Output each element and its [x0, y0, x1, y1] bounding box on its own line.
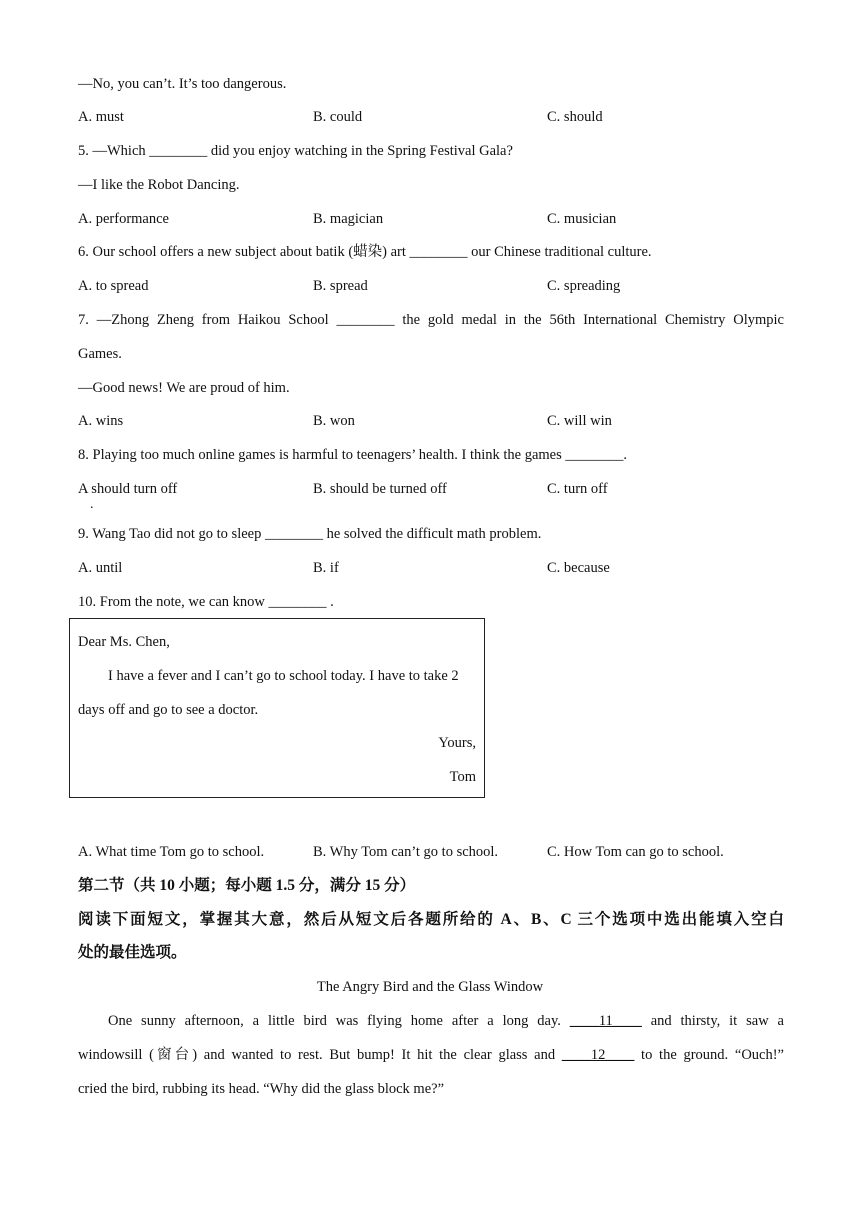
q8-option-a-dot: .: [90, 497, 94, 512]
blank-12: ____12____: [561, 1047, 635, 1063]
q8-option-c: C. turn off: [547, 481, 608, 497]
q10-option-c: C. How Tom can go to school.: [547, 844, 724, 860]
q5-option-a: A. performance: [78, 211, 169, 227]
section-instruction-line1: 阅读下面短文，掌握其大意，然后从短文后各题所给的 A、B、C 三个选项中选出能填入空白: [78, 911, 784, 928]
q8-option-b: B. should be turned off: [313, 481, 447, 497]
q6-option-a: A. to spread: [78, 278, 149, 294]
q10-option-b: B. Why Tom can’t go to school.: [313, 844, 499, 860]
q4-option-b: B. could: [313, 109, 363, 125]
q7-option-c: C. will win: [547, 413, 612, 429]
q9-option-c: C. because: [547, 560, 610, 576]
q5-option-c: C. musician: [547, 211, 617, 227]
note-greeting: Dear Ms. Chen,: [78, 634, 170, 650]
q7-question: 7. —Zhong Zheng from Haikou School ________ the gold medal in the 56th International Chemistry Olympic: [78, 312, 784, 328]
q5-question: 5. —Which ________ did you enjoy watching in the Spring Festival Gala?: [78, 143, 513, 159]
note-closing: Yours,: [438, 735, 476, 751]
q5-reply: —I like the Robot Dancing.: [78, 177, 240, 193]
q4-reply: —No, you can’t. It’s too dangerous.: [78, 76, 287, 92]
q7-option-b: B. won: [313, 413, 355, 429]
passage-line1-text-b: and thirsty, it saw a: [650, 1013, 784, 1029]
q6-question: 6. Our school offers a new subject about batik (蜡染) art ________ our Chinese traditional culture.: [78, 244, 652, 260]
q10-option-a: A. What time Tom go to school.: [78, 844, 265, 860]
passage-line2-text-a: windowsill (窗台) and wanted to rest. But bump! It hit the clear glass and: [78, 1047, 556, 1063]
passage-line1: [108, 1011, 784, 1031]
note-signature: Tom: [449, 769, 476, 785]
q9-option-b: B. if: [313, 560, 339, 576]
note-body-line1: I have a fever and I can’t go to school today. I have to take 2: [108, 668, 459, 684]
note-body-line2: days off and go to see a doctor.: [78, 702, 259, 718]
q9-question: 9. Wang Tao did not go to sleep ________ he solved the difficult math problem.: [78, 526, 542, 542]
q9-option-a: A. until: [78, 560, 123, 576]
q8-option-a: A should turn off: [78, 481, 178, 497]
q7-question-cont: Games.: [78, 346, 122, 362]
section-instruction-line2: 处的最佳选项。: [78, 944, 187, 961]
blank-11: ____11____: [569, 1013, 642, 1029]
note-box: [69, 618, 485, 798]
q6-option-c: C. spreading: [547, 278, 621, 294]
q7-option-a: A. wins: [78, 413, 124, 429]
passage-line2-text-b: to the ground. “Ouch!”: [641, 1047, 784, 1063]
q5-option-b: B. magician: [313, 211, 384, 227]
q8-question: 8. Playing too much online games is harmful to teenagers’ health. I think the games ________.: [78, 447, 628, 463]
passage-line1-text-a: One sunny afternoon, a little bird was flying home after a long day.: [108, 1013, 561, 1029]
q6-option-b: B. spread: [313, 278, 368, 294]
passage-line3: cried the bird, rubbing its head. “Why did the glass block me?”: [78, 1081, 445, 1097]
q4-option-a: A. must: [78, 109, 124, 125]
section-heading: 第二节（共 10 小题；每小题 1.5 分，满分 15 分）: [78, 877, 416, 894]
q10-question: 10. From the note, we can know ________ .: [78, 594, 334, 610]
passage-title: The Angry Bird and the Glass Window: [316, 979, 544, 995]
passage-line2: [78, 1045, 784, 1065]
q7-reply: —Good news! We are proud of him.: [78, 380, 290, 396]
q4-option-c: C. should: [547, 109, 603, 125]
